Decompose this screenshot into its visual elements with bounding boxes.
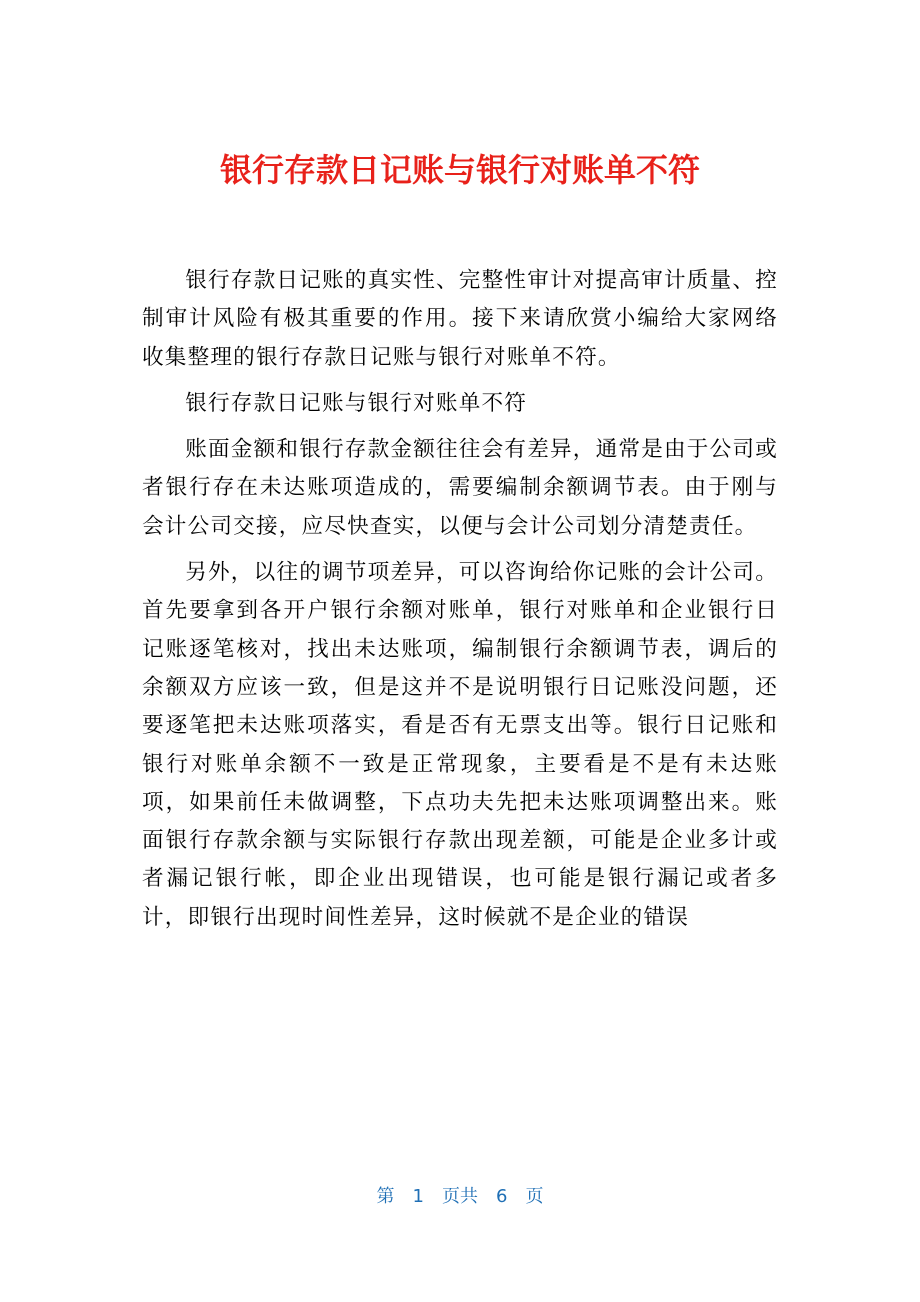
footer-middle: 页共	[442, 1186, 478, 1207]
footer-suffix: 页	[525, 1186, 544, 1207]
footer-prefix: 第	[376, 1186, 395, 1207]
current-page-number: 1	[412, 1186, 424, 1207]
paragraph-intro: 银行存款日记账的真实性、完整性审计对提高审计质量、控制审计风险有极其重要的作用。接下来请欣赏小编给大家网络收集整理的银行存款日记账与银行对账单不符。	[142, 268, 778, 370]
paragraph-subheading: 银行存款日记账与银行对账单不符	[185, 390, 528, 416]
document-title: 银行存款日记账与银行对账单不符	[219, 151, 700, 189]
paragraph-reconciliation: 另外，以往的调节项差异，可以咨询给你记账的会计公司。首先要拿到各开户银行余额对账单，银行对账单和企业银行日记账逐笔核对，找出未达账项，编制银行余额调节表，调后的余额双方应该一致，但是这并不是说明银行日记账没问题，还要逐笔把未达账项落实，看是否有无票支出等。银行日记账和银行对账单余额不一致是正常现象，主要看是不是有未达账项，如果前任未做调整，下点功夫先把未达账项调整出来。账面银行存款余额与实际银行存款出现差额，可能是企业多计或者漏记银行帐，即企业出现错误，也可能是银行漏记或者多计，即银行出现时间性差异，这时候就不是企业的错误	[142, 560, 778, 930]
total-pages-number: 6	[496, 1186, 508, 1207]
paragraph-difference: 账面金额和银行存款金额往往会有差异，通常是由于公司或者银行存在未达账项造成的，需要编制余额调节表。由于刚与会计公司交接，应尽快查实，以便与会计公司划分清楚责任。	[142, 437, 778, 539]
document-body	[142, 262, 778, 937]
page-footer	[0, 1183, 920, 1211]
